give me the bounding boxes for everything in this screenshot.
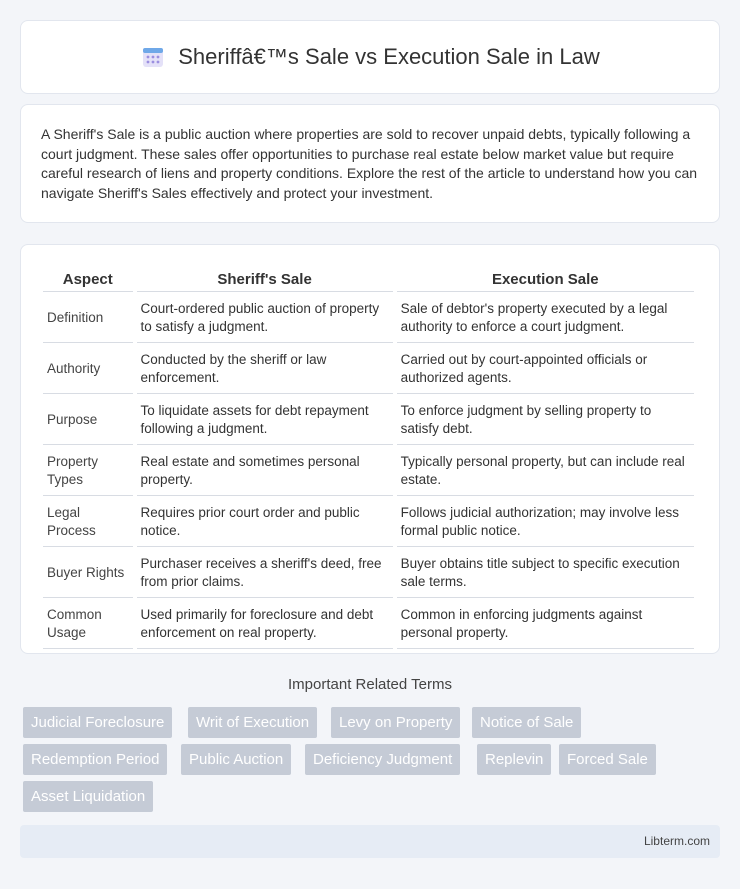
row-aspect: Property Types (43, 447, 133, 496)
header-aspect: Aspect (43, 267, 133, 292)
table-row (43, 549, 694, 598)
row-execution-sale: Sale of debtor's property executed by a legal authority to enforce a court judgment. (397, 294, 694, 343)
row-aspect: Common Usage (43, 600, 133, 649)
tag-public-auction[interactable]: Public Auction (181, 744, 291, 775)
table-header-row (43, 267, 694, 292)
table-row (43, 600, 694, 649)
tag-judicial-foreclosure[interactable]: Judicial Foreclosure (23, 707, 172, 738)
tag-replevin[interactable]: Replevin (477, 744, 551, 775)
tag-asset-liquidation[interactable]: Asset Liquidation (23, 781, 153, 812)
row-aspect: Buyer Rights (43, 549, 133, 598)
row-sheriffs-sale: To liquidate assets for debt repayment following a judgment. (137, 396, 393, 445)
header-execution-sale: Execution Sale (397, 267, 694, 292)
table-row (43, 294, 694, 343)
tag-redemption-period[interactable]: Redemption Period (23, 744, 167, 775)
footer (20, 825, 720, 858)
row-execution-sale: To enforce judgment by selling property to satisfy debt. (397, 396, 694, 445)
calendar-grid-icon (140, 44, 166, 70)
row-aspect: Definition (43, 294, 133, 343)
tag-deficiency-judgment[interactable]: Deficiency Judgment (305, 744, 460, 775)
tag-levy-on-property[interactable]: Levy on Property (331, 707, 460, 738)
comparison-table (39, 265, 698, 651)
footer-site-link[interactable]: Libterm.com (643, 834, 710, 848)
row-aspect: Purpose (43, 396, 133, 445)
row-sheriffs-sale: Court-ordered public auction of property to satisfy a judgment. (137, 294, 393, 343)
tag-forced-sale[interactable]: Forced Sale (559, 744, 656, 775)
row-execution-sale: Follows judicial authorization; may involve less formal public notice. (397, 498, 694, 547)
row-execution-sale: Typically personal property, but can include real estate. (397, 447, 694, 496)
table-row (43, 396, 694, 445)
tag-notice-of-sale[interactable]: Notice of Sale (472, 707, 581, 738)
table-row (43, 345, 694, 394)
row-sheriffs-sale: Real estate and sometimes personal property. (137, 447, 393, 496)
row-sheriffs-sale: Conducted by the sheriff or law enforcement. (137, 345, 393, 394)
tag-writ-of-execution[interactable]: Writ of Execution (188, 707, 317, 738)
comparison-table-card (20, 244, 720, 654)
intro-text: A Sheriff's Sale is a public auction where properties are sold to recover unpaid debts, typically following a court judgment. These sales offer opportunities to purchase real estate below market value but require careful research of liens and property conditions. Explore the rest of the article to understand how you can navigate Sheriff's Sales effectively and protect your investment. (41, 126, 698, 201)
row-execution-sale: Buyer obtains title subject to specific execution sale terms. (397, 549, 694, 598)
header-sheriffs-sale: Sheriff's Sale (137, 267, 393, 292)
row-execution-sale: Common in enforcing judgments against personal property. (397, 600, 694, 649)
page-title: Sheriffâ€™s Sale vs Execution Sale in Law (178, 44, 600, 69)
row-sheriffs-sale: Purchaser receives a sheriff's deed, free from prior claims. (137, 549, 393, 598)
row-aspect: Authority (43, 345, 133, 394)
row-sheriffs-sale: Used primarily for foreclosure and debt enforcement on real property. (137, 600, 393, 649)
row-aspect: Legal Process (43, 498, 133, 547)
row-sheriffs-sale: Requires prior court order and public notice. (137, 498, 393, 547)
row-execution-sale: Carried out by court-appointed officials or authorized agents. (397, 345, 694, 394)
table-row (43, 498, 694, 547)
intro-card (20, 104, 720, 223)
related-terms-heading: Important Related Terms (288, 676, 452, 693)
table-row (43, 447, 694, 496)
title-card (20, 20, 720, 94)
